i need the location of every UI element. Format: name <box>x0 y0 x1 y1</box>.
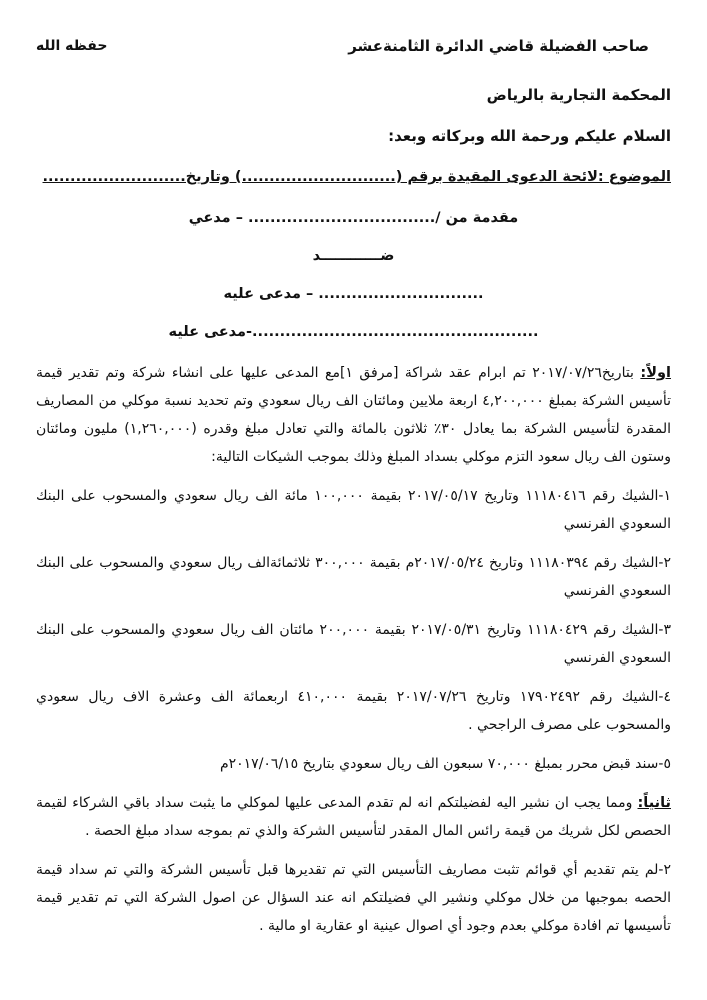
section-two-text: ومما يجب ان نشير اليه لفضيلتكم انه لم تقدم المدعى عليها لموكلي ما يثبت سداد باقي الشركاء لقيمة الحصص لكل شريك من قيمة رائس المال المقدر لتأسيس الشركة والذي تم بموجه سداد مبلغ الحصة . <box>36 795 671 839</box>
section-two-item: ٢-لم يتم تقديم أي قوائم تثبت مصاريف التأسيس التي تم تقديرها قبل تأسيس الشركة والتي تم سداد قيمة الحصه بموجبها من خلال موكلي ونشير الي فضيلتكم انه عند السؤال عن اصول الشركة التي تم تقدير قيمة تأسيسها تم افادة موكلي بعدم وجود أي اصوال عينية او عقارية او مالية . <box>36 862 671 934</box>
receipt-item-5: ٥-سند قبض محرر بمبلغ ٧٠,٠٠٠ سبعون الف ريال سعودي بتاريخ ٢٠١٧/٠٦/١٥م <box>219 756 671 772</box>
section-one-label: اولاً: <box>640 365 671 381</box>
check-item-1: ١-الشيك رقم ١١١٨٠٤١٦ وتاريخ ٢٠١٧/٠٥/١٧ بقيمة ١٠٠,٠٠٠ مائة الف ريال سعودي والمسحوب على البنك السعودي الفرنسي <box>36 488 671 532</box>
defendant-line-1: .............................. – مدعى عليه <box>223 286 484 302</box>
blessing-text: حفظه الله <box>36 38 108 54</box>
court-name: المحكمة التجارية بالرياض <box>486 86 671 104</box>
subject-line: الموضوع :لائحة الدعوى المقيدة برقم (............................) وتاريخ.......................... <box>42 169 671 185</box>
section-one-text: بتاريخ٢٠١٧/٠٧/٢٦ تم ابرام عقد شراكة [مرفق ١]مع المدعى عليها على انشاء شركة وتم تقدير قيمة تأسيس الشركة بمبلغ ٤,٢٠٠,٠٠٠ اربعة ملايين ومائتان الف ريال سعودي وتم تحديد نسبة موكلي من المصاريف المقدرة لتأسيس الشركة بما يعادل ٣٠٪ ثلاثون بالمائة والتي تعادل مبلغ وقدره (١,٢٦٠,٠٠٠) مليون ومائتان وستون الف ريال سعود التزم موكلي بسداد المبلغ وذلك بموجب الشيكات التالية: <box>36 365 671 465</box>
defendant-line-2: ....................................................-مدعى عليه <box>168 324 539 340</box>
versus-separator: ضــــــــــــد <box>312 248 395 264</box>
section-one-paragraph <box>36 359 671 471</box>
salutation-line: السلام عليكم ورحمة الله وبركاته وبعد: <box>388 127 671 145</box>
document-header <box>36 34 671 58</box>
check-item-2: ٢-الشيك رقم ١١١٨٠٣٩٤ وتاريخ ٢٠١٧/٠٥/٢٤م بقيمة ٣٠٠,٠٠٠ ثلاثمائةالف ريال سعودي والمسحوب على البنك السعودي الفرنسي <box>36 555 671 599</box>
check-item-3: ٣-الشيك رقم ١١١٨٠٤٢٩ وتاريخ ٢٠١٧/٠٥/٣١ بقيمة ٢٠٠,٠٠٠ مائتان الف ريال سعودي والمسحوب على البنك السعودي الفرنسي <box>36 622 671 666</box>
check-item-4: ٤-الشيك رقم ١٧٩٠٢٤٩٢ وتاريخ ٢٠١٧/٠٧/٢٦ بقيمة ٤١٠,٠٠٠ اربعمائة الف وعشرة الاف ريال سعودي والمسحوب على مصرف الراجحي . <box>36 689 672 733</box>
addressee-line: صاحب الفضيلة قاضي الدائرة الثامنةعشر <box>348 37 649 55</box>
section-two-paragraph <box>36 789 671 845</box>
plaintiff-line: مقدمة من /.................................. – مدعي <box>188 210 519 226</box>
section-two-label: ثانياً: <box>637 795 671 811</box>
